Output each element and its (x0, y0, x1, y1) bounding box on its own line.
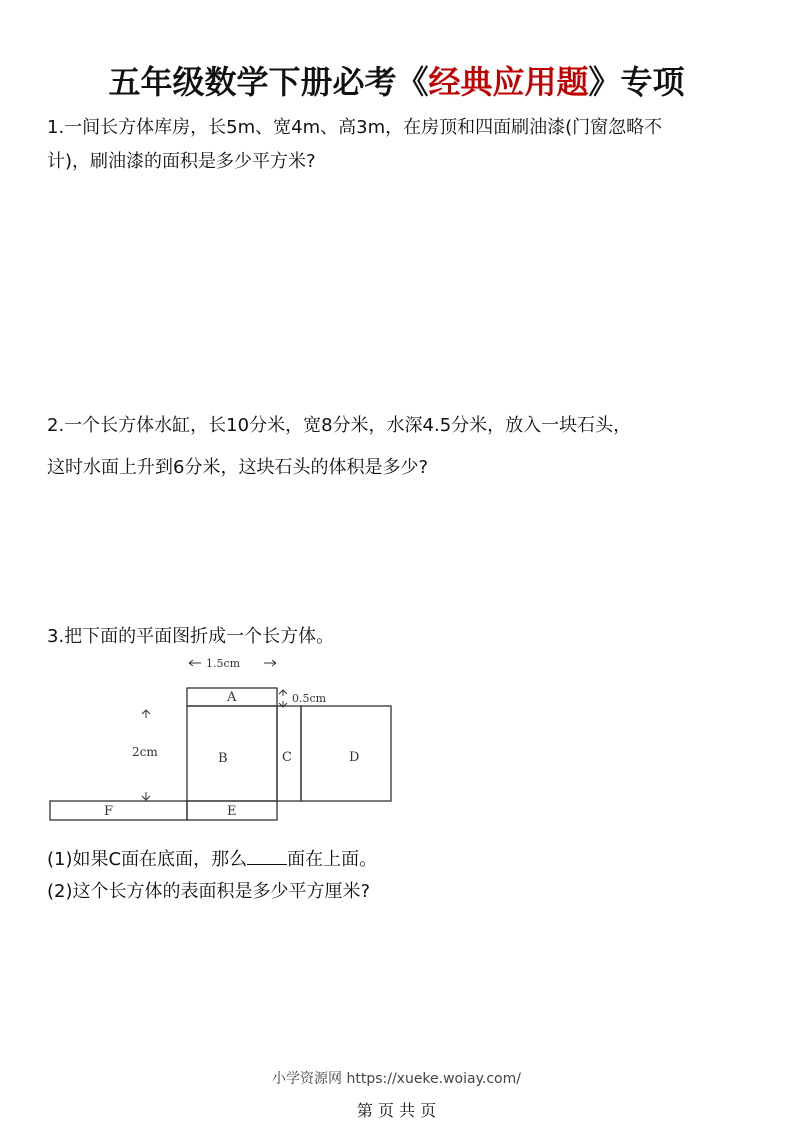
net-diagram-svg (46, 655, 398, 825)
face-f-rect (50, 801, 187, 820)
page-title (0, 60, 793, 104)
question-1 (47, 111, 752, 179)
title-prefix: 五年级数学下册必考 (108, 63, 397, 101)
question-2-line-2: 这时水面上升到6分米，这块石头的体积是多少? (47, 457, 429, 478)
title-close-mark: 》 (588, 63, 621, 101)
footer-page: 第 页 共 页 (356, 1101, 437, 1120)
sub-1-after: 面在上面。 (287, 849, 378, 870)
question-2 (47, 405, 752, 489)
face-b-label: B (218, 751, 228, 766)
question-3 (47, 620, 752, 654)
face-f-label: F (104, 804, 114, 819)
face-c-label: C (282, 750, 292, 765)
question-3-sub-1 (47, 844, 377, 876)
face-b-rect (187, 706, 277, 801)
title-suffix: 专项 (620, 63, 685, 101)
sub-1-before: (1)如果C面在底面，那么 (47, 849, 248, 870)
face-e-label: E (227, 804, 237, 819)
net-diagram (46, 655, 398, 825)
question-3-sub-2: (2)这个长方体的表面积是多少平方厘米? (47, 881, 371, 902)
title-open-mark: 《 (396, 63, 429, 101)
face-d-rect (301, 706, 391, 801)
face-a-label: A (227, 690, 237, 705)
width-dimension-label: 1.5cm (206, 657, 241, 670)
answer-blank (247, 846, 287, 865)
height-dimension-label: 2cm (132, 745, 158, 759)
face-d-label: D (349, 750, 360, 765)
question-2-line-1: 2.一个长方体水缸，长10分米，宽8分米，水深4.5分米，放入一块石头， (47, 415, 632, 436)
footer-site: 小学资源网 https://xueke.woiay.com/ (272, 1071, 521, 1087)
thickness-dimension-label: 0.5cm (292, 692, 327, 705)
question-3-line-1: 3.把下面的平面图折成一个长方体。 (47, 626, 335, 647)
question-1-line-1: 1.一间长方体库房，长5m、宽4m、高3m，在房顶和四面刷油漆(门窗忽略不 (47, 117, 663, 138)
title-highlight: 经典应用题 (428, 63, 589, 101)
question-1-line-2: 计)，刷油漆的面积是多少平方米? (47, 151, 316, 172)
